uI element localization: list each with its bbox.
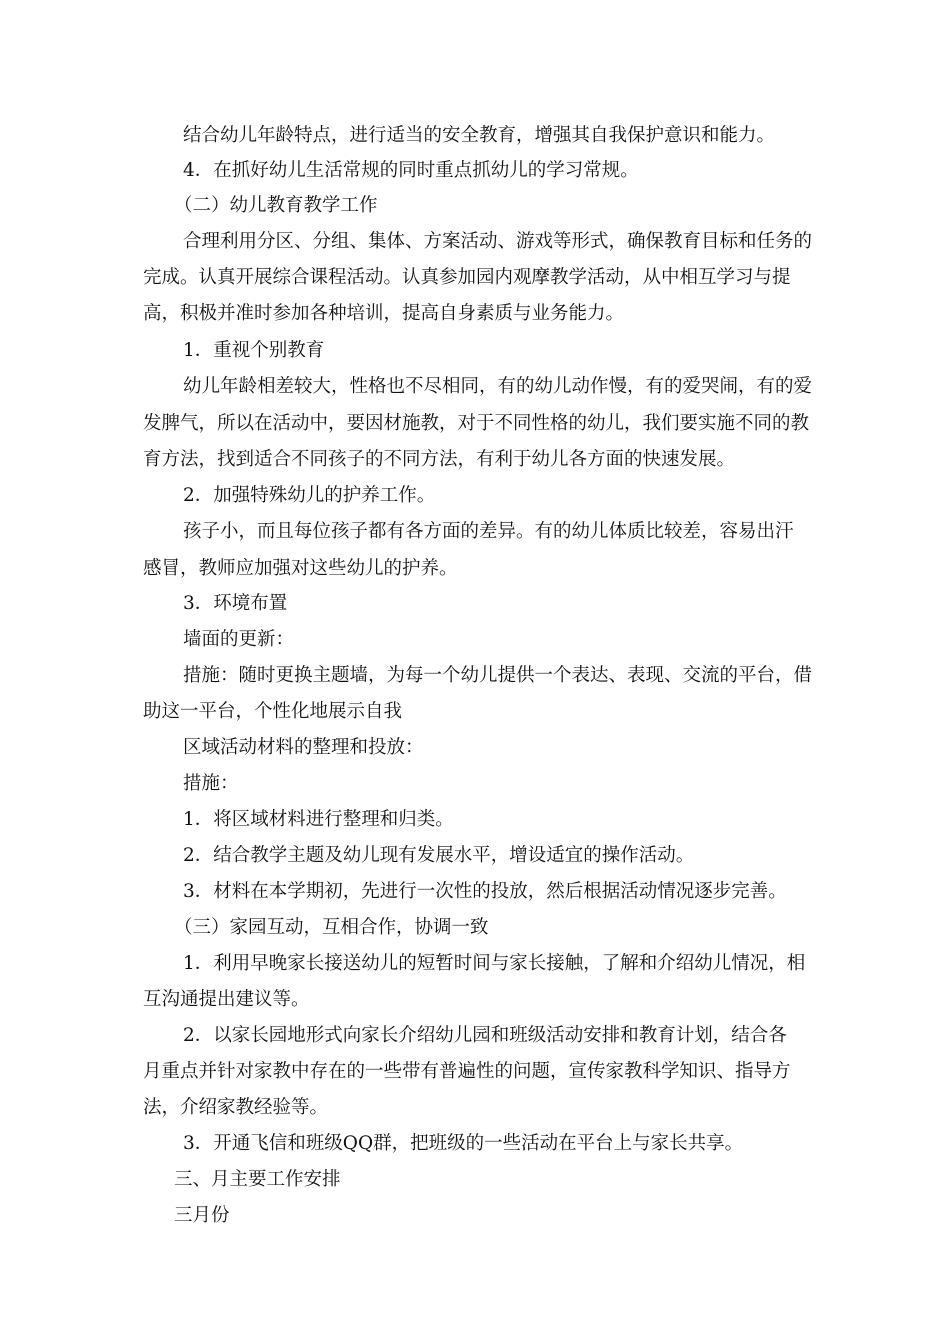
- text-line: 感冒，教师应加强对这些幼儿的护养。: [143, 558, 458, 579]
- text-line: 法，介绍家教经验等。: [143, 1097, 329, 1118]
- list-item: 1．将区域材料进行整理和归类。: [183, 809, 454, 830]
- subsection-heading: 2．加强特殊幼儿的护养工作。: [183, 485, 436, 506]
- text-line: 合理利用分区、分组、集体、方案活动、游戏等形式，确保教育目标和任务的: [183, 231, 813, 252]
- text-line: 完成。认真开展综合课程活动。认真参加园内观摩教学活动，从中相互学习与提: [143, 267, 791, 288]
- list-item: 2．结合教学主题及幼儿现有发展水平，增设适宜的操作活动。: [183, 845, 695, 866]
- text-line: 月重点并针对家教中存在的一些带有普遍性的问题，宣传家教科学知识、指导方: [143, 1061, 791, 1082]
- subsection-heading: 1．重视个别教育: [183, 340, 325, 361]
- section-heading: 三、月主要工作安排: [174, 1169, 341, 1190]
- list-item: 2．以家长园地形式向家长介绍幼儿园和班级活动安排和教育计划，结合各: [183, 1025, 787, 1046]
- text-line: 墙面的更新：: [183, 629, 295, 650]
- text-line: 互沟通提出建议等。: [143, 989, 310, 1010]
- text-line: 区域活动材料的整理和投放：: [183, 737, 424, 758]
- text-line: 措施：: [183, 773, 239, 794]
- text-line: 措施：随时更换主题墙，为每一个幼儿提供一个表达、表现、交流的平台，借: [183, 665, 813, 686]
- text-line: 发脾气，所以在活动中，要因材施教，对于不同性格的幼儿，我们要实施不同的教: [143, 413, 810, 434]
- text-line: 结合幼儿年龄特点，进行适当的安全教育，增强其自我保护意识和能力。: [183, 125, 776, 146]
- subsection-heading: 3．环境布置: [183, 593, 288, 614]
- text-line: 高，积极并准时参加各种培训，提高自身素质与业务能力。: [143, 303, 625, 324]
- section-heading: （二）幼儿教育教学工作: [174, 195, 378, 216]
- list-item: 3．开通飞信和班级QQ群，把班级的一些活动在平台上与家长共享。: [183, 1133, 744, 1154]
- text-line: 助这一平台，个性化地展示自我: [143, 701, 403, 722]
- list-item: 3．材料在本学期初，先进行一次性的投放，然后根据活动情况逐步完善。: [183, 881, 787, 902]
- text-line: 孩子小，而且每位孩子都有各方面的差异。有的幼儿体质比较差，容易出汗: [183, 521, 794, 542]
- section-heading: （三）家园互动，互相合作，协调一致: [174, 917, 489, 938]
- text-line: 4．在抓好幼儿生活常规的同时重点抓幼儿的学习常规。: [183, 160, 639, 181]
- list-item: 1．利用早晚家长接送幼儿的短暂时间与家长接触，了解和介绍幼儿情况，相: [183, 953, 806, 974]
- text-line: 育方法，找到适合不同孩子的不同方法，有利于幼儿各方面的快速发展。: [143, 449, 736, 470]
- text-line: 幼儿年龄相差较大，性格也不尽相同，有的幼儿动作慢，有的爱哭闹，有的爱: [183, 376, 813, 397]
- text-line: 三月份: [174, 1205, 230, 1226]
